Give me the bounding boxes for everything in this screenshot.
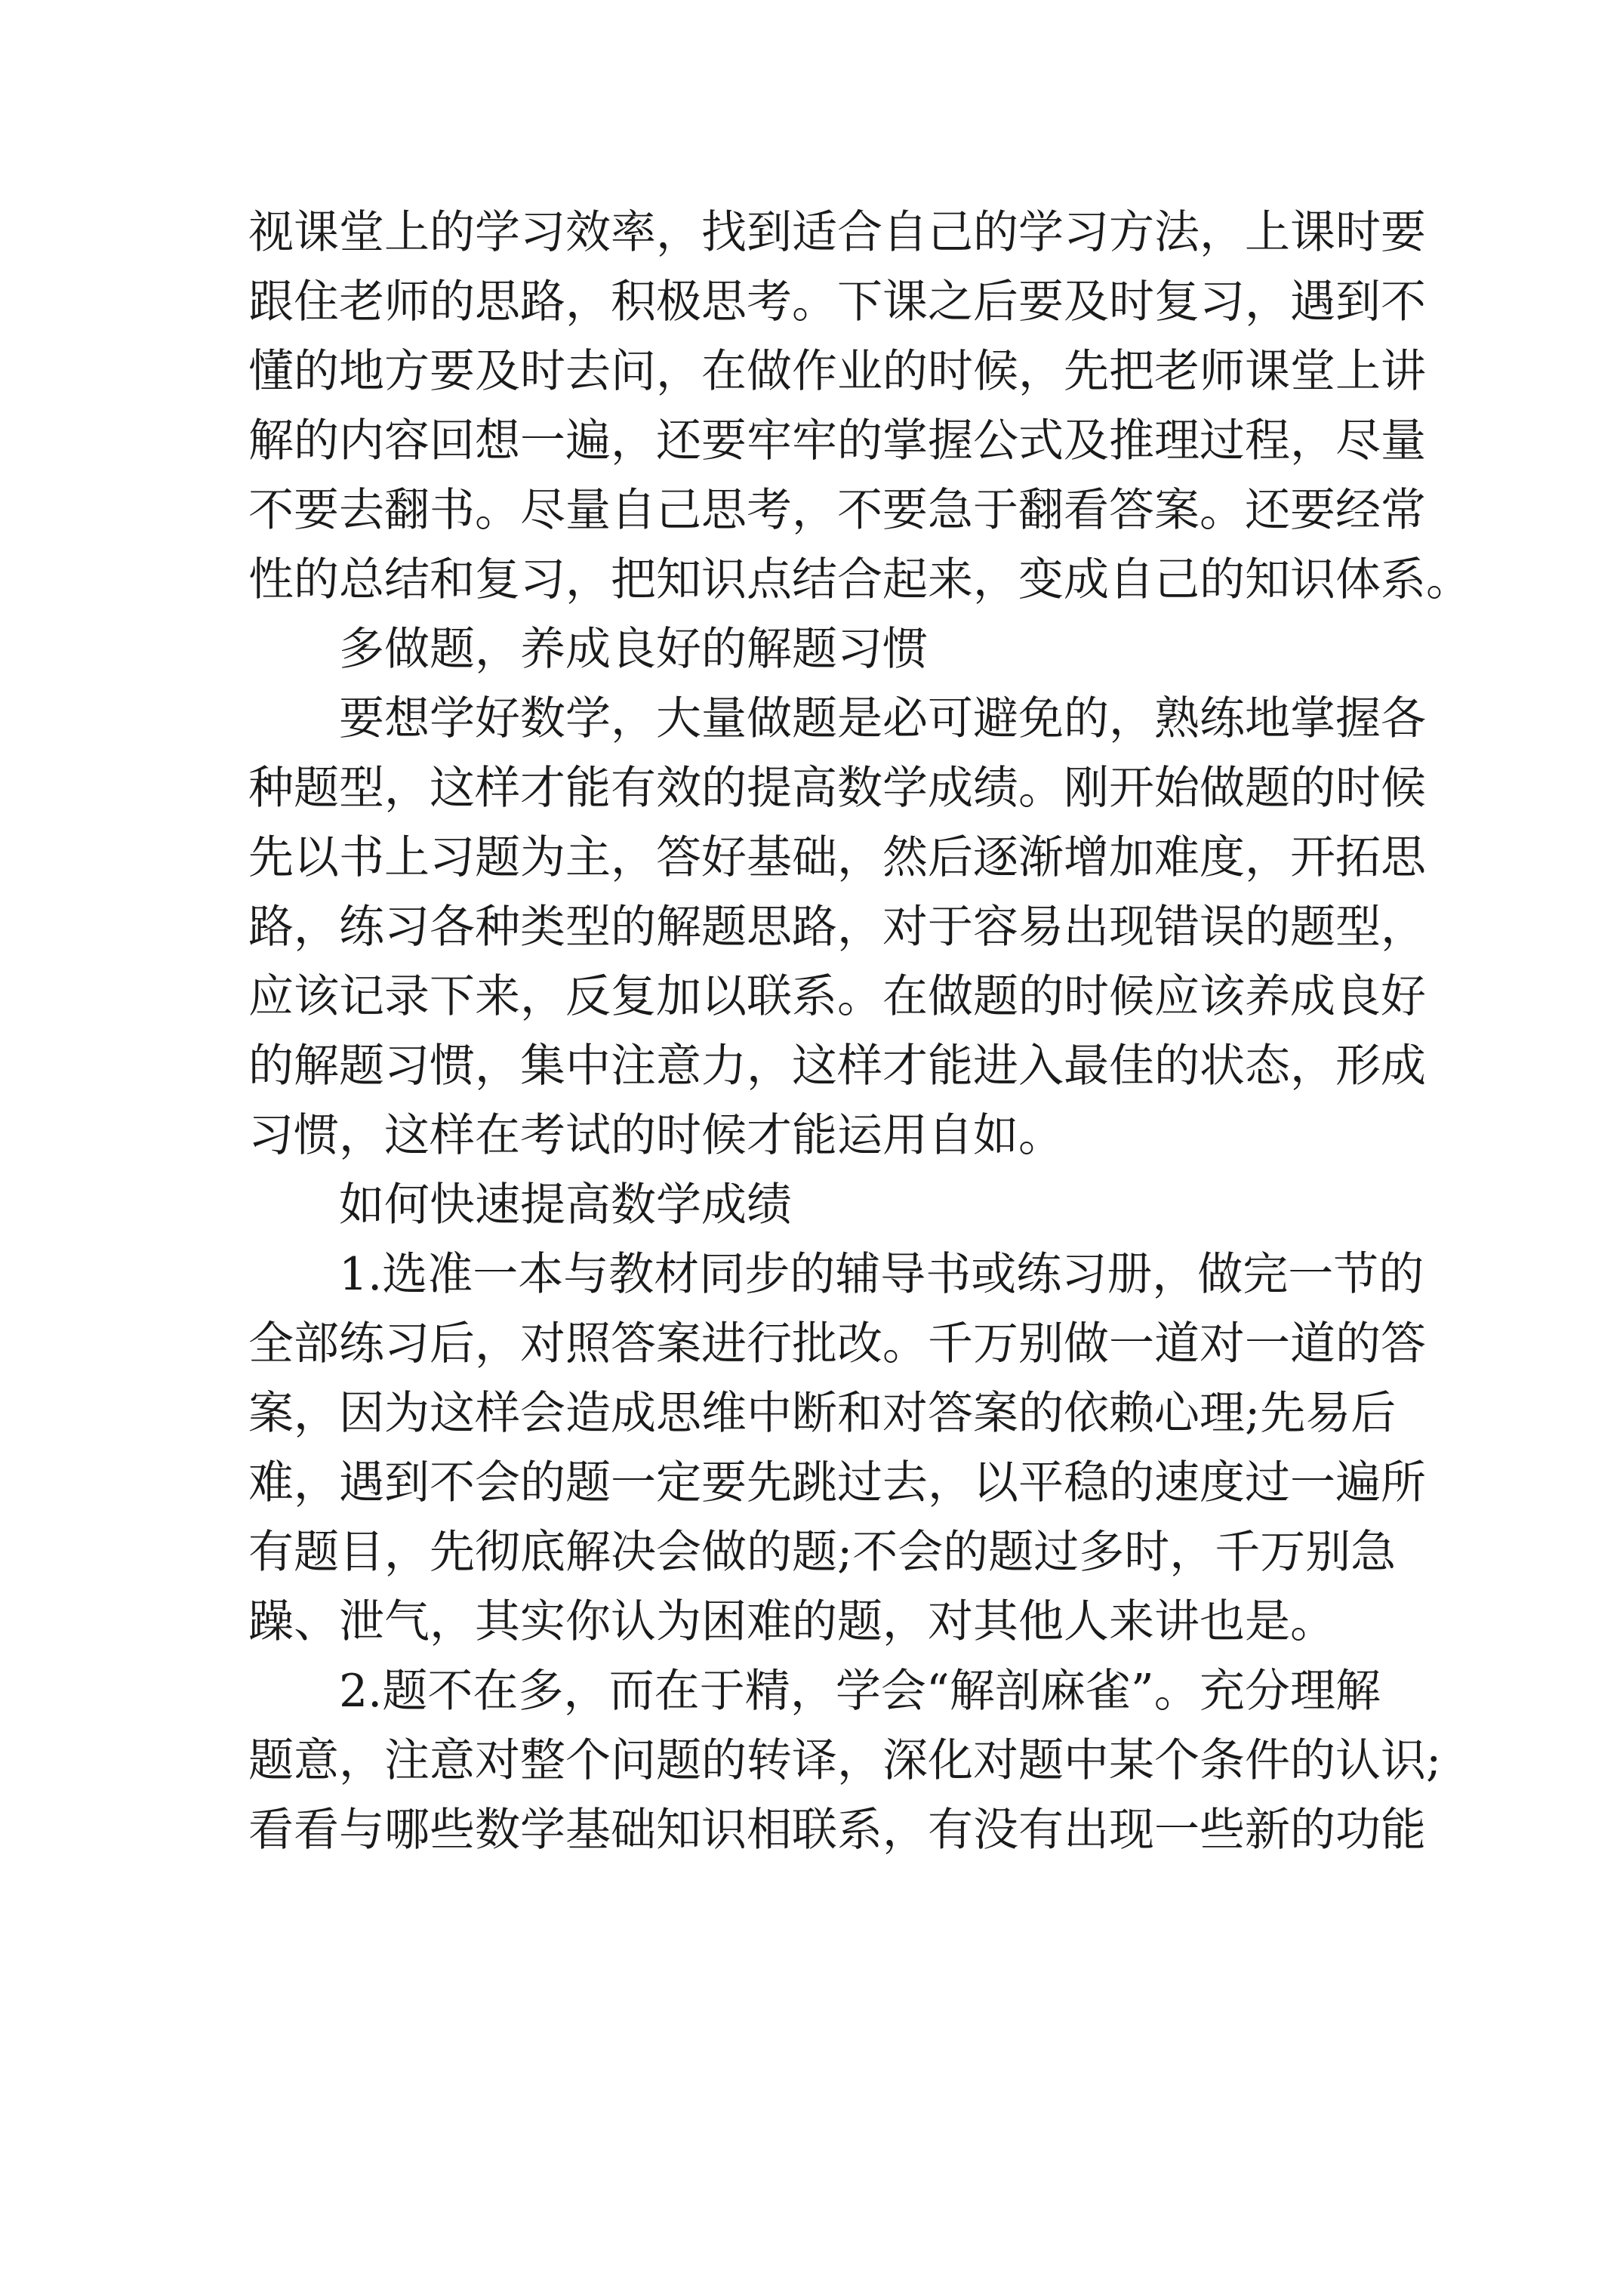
text-line: 题意，注意对整个问题的转译，深化对题中某个条件的认识; xyxy=(248,1734,1442,1787)
text-line: 解的内容回想一遍，还要牢牢的掌握公式及推理过程，尽量 xyxy=(248,415,1426,467)
text-line: 难，遇到不会的题一定要先跳过去，以平稳的速度过一遍所 xyxy=(248,1456,1426,1509)
text-line: 跟住老师的思路，积极思考。下课之后要及时复习，遇到不 xyxy=(248,276,1426,328)
text-line: 性的总结和复习，把知识点结合起来，变成自己的知识体系。 xyxy=(248,553,1471,606)
text-line: 习惯，这样在考试的时候才能运用自如。 xyxy=(248,1109,1064,1162)
text-line: 懂的地方要及时去问，在做作业的时候，先把老师课堂上讲 xyxy=(248,345,1426,398)
text-line: 的解题习惯，集中注意力，这样才能进入最佳的状态，形成 xyxy=(248,1040,1426,1093)
section-heading: 多做题，养成良好的解题习惯 xyxy=(339,623,928,676)
text-line: 种题型，这样才能有效的提高数学成绩。刚开始做题的时候 xyxy=(248,762,1426,815)
text-line: 视课堂上的学习效率，找到适合自己的学习方法，上课时要 xyxy=(248,206,1426,259)
body-text xyxy=(248,198,1471,1865)
text-line: 看看与哪些数学基础知识相联系，有没有出现一些新的功能 xyxy=(248,1804,1426,1857)
text-line: 2.题不在多，而在于精，学会“解剖麻雀”。充分理解 xyxy=(339,1665,1381,1718)
text-line: 不要去翻书。尽量自己思考，不要急于翻看答案。还要经常 xyxy=(248,484,1426,537)
text-line: 1.选准一本与教材同步的辅导书或练习册，做完一节的 xyxy=(339,1248,1424,1301)
text-line: 躁、泄气，其实你认为困难的题，对其他人来讲也是。 xyxy=(248,1595,1335,1648)
section-heading: 如何快速提高数学成绩 xyxy=(339,1179,792,1231)
text-line: 要想学好数学，大量做题是必可避免的，熟练地掌握各 xyxy=(339,692,1426,745)
text-line: 有题目，先彻底解决会做的题;不会的题过多时，千万别急 xyxy=(248,1526,1397,1579)
text-line: 案，因为这样会造成思维中断和对答案的依赖心理;先易后 xyxy=(248,1387,1397,1440)
text-line: 路，练习各种类型的解题思路，对于容易出现错误的题型， xyxy=(248,901,1426,954)
text-line: 应该记录下来，反复加以联系。在做题的时候应该养成良好 xyxy=(248,970,1426,1023)
text-line: 全部练习后，对照答案进行批改。千万别做一道对一道的答 xyxy=(248,1318,1426,1370)
text-line: 先以书上习题为主，答好基础，然后逐渐增加难度，开拓思 xyxy=(248,831,1426,884)
